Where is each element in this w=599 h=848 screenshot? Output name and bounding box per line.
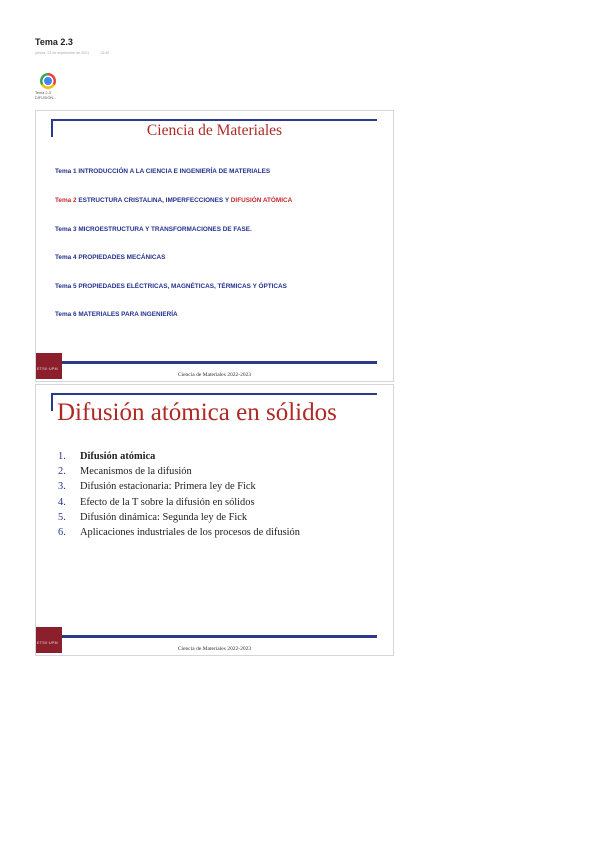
outline-item <box>58 527 300 542</box>
outline-number: 2. <box>58 466 66 478</box>
outline-item <box>58 481 300 496</box>
slide-footer: Ciencia de Materiales 2022-2023 <box>177 372 252 378</box>
tema-prefix: Tema 2 <box>55 197 77 204</box>
slide-bottom-rule <box>62 635 377 638</box>
tema-item <box>55 311 178 318</box>
note-time: 13:49 <box>100 51 110 55</box>
outline-number: 5. <box>58 511 66 523</box>
tema-prefix: Tema 6 <box>55 311 77 318</box>
tema-prefix: Tema 3 <box>55 226 77 233</box>
tema-item-current <box>55 197 292 204</box>
outline-item <box>58 497 300 512</box>
tema-prefix: Tema 4 <box>55 254 77 261</box>
slide-title: Ciencia de Materiales <box>146 122 283 139</box>
outline-item <box>58 512 300 527</box>
note-title: Tema 2.3 <box>35 37 73 47</box>
tema-item <box>55 254 165 261</box>
slide-footer: Ciencia de Materiales 2022-2023 <box>177 646 252 652</box>
tema-text: MICROESTRUCTURA Y TRANSFORMACIONES DE FASE. <box>78 226 252 233</box>
outline-number: 4. <box>58 496 66 508</box>
slide-1 <box>35 110 394 382</box>
note-meta <box>35 51 119 55</box>
slide-2 <box>35 384 394 656</box>
slide-top-rule <box>51 393 377 395</box>
outline-text: Aplicaciones industriales de los procesos de difusión <box>80 526 300 538</box>
tema-item <box>55 283 287 290</box>
note-date: jueves, 23 de septiembre de 2021 <box>35 51 90 55</box>
tema-text: MATERIALES PARA INGENIERÍA <box>78 311 178 318</box>
attachment-name-line1: Tema 2-3 <box>35 91 51 95</box>
outline-number: 6. <box>58 526 66 538</box>
tema-prefix: Tema 1 <box>55 168 77 175</box>
slide-title: Difusión atómica en sólidos <box>57 399 337 426</box>
outline-text: Efecto de la T sobre la difusión en sólidos <box>80 496 255 508</box>
tema-highlight: DIFUSIÓN ATÓMICA <box>230 197 293 204</box>
outline-number: 3. <box>58 481 66 493</box>
upm-logo-text: ETSII·UPM <box>37 367 58 371</box>
attachment-name-line2: DIFUSIÓN... <box>35 96 57 100</box>
outline-text: Mecanismos de la difusión <box>80 466 192 478</box>
tema-text: ESTRUCTURA CRISTALINA, IMPERFECCIONES Y <box>78 197 230 204</box>
outline-item <box>58 451 300 466</box>
tema-text: PROPIEDADES MECÁNICAS <box>78 254 166 261</box>
slide-outline-list <box>58 451 300 542</box>
tema-item <box>55 226 252 233</box>
slide-top-rule <box>51 119 377 121</box>
slide-bottom-rule <box>62 361 377 364</box>
tema-text: INTRODUCCIÓN A LA CIENCIA E INGENIERÍA DE MATERIALES <box>78 168 271 175</box>
outline-number: 1. <box>58 451 66 462</box>
outline-text: Difusión estacionaria: Primera ley de Fick <box>80 481 256 493</box>
outline-text: Difusión atómica <box>80 451 156 462</box>
slide-left-rule <box>51 393 53 411</box>
tema-text: PROPIEDADES ELÉCTRICAS, MAGNÉTICAS, TÉRMICAS Y ÓPTICAS <box>78 283 287 290</box>
tema-item <box>55 168 270 175</box>
outline-item <box>58 466 300 481</box>
outline-text: Difusión dinámica: Segunda ley de Fick <box>80 511 248 523</box>
tema-prefix: Tema 5 <box>55 283 77 290</box>
chrome-icon <box>40 73 56 89</box>
attachment[interactable] <box>35 73 65 101</box>
attachment-name <box>35 91 65 101</box>
upm-logo-text: ETSII·UPM <box>37 641 58 645</box>
